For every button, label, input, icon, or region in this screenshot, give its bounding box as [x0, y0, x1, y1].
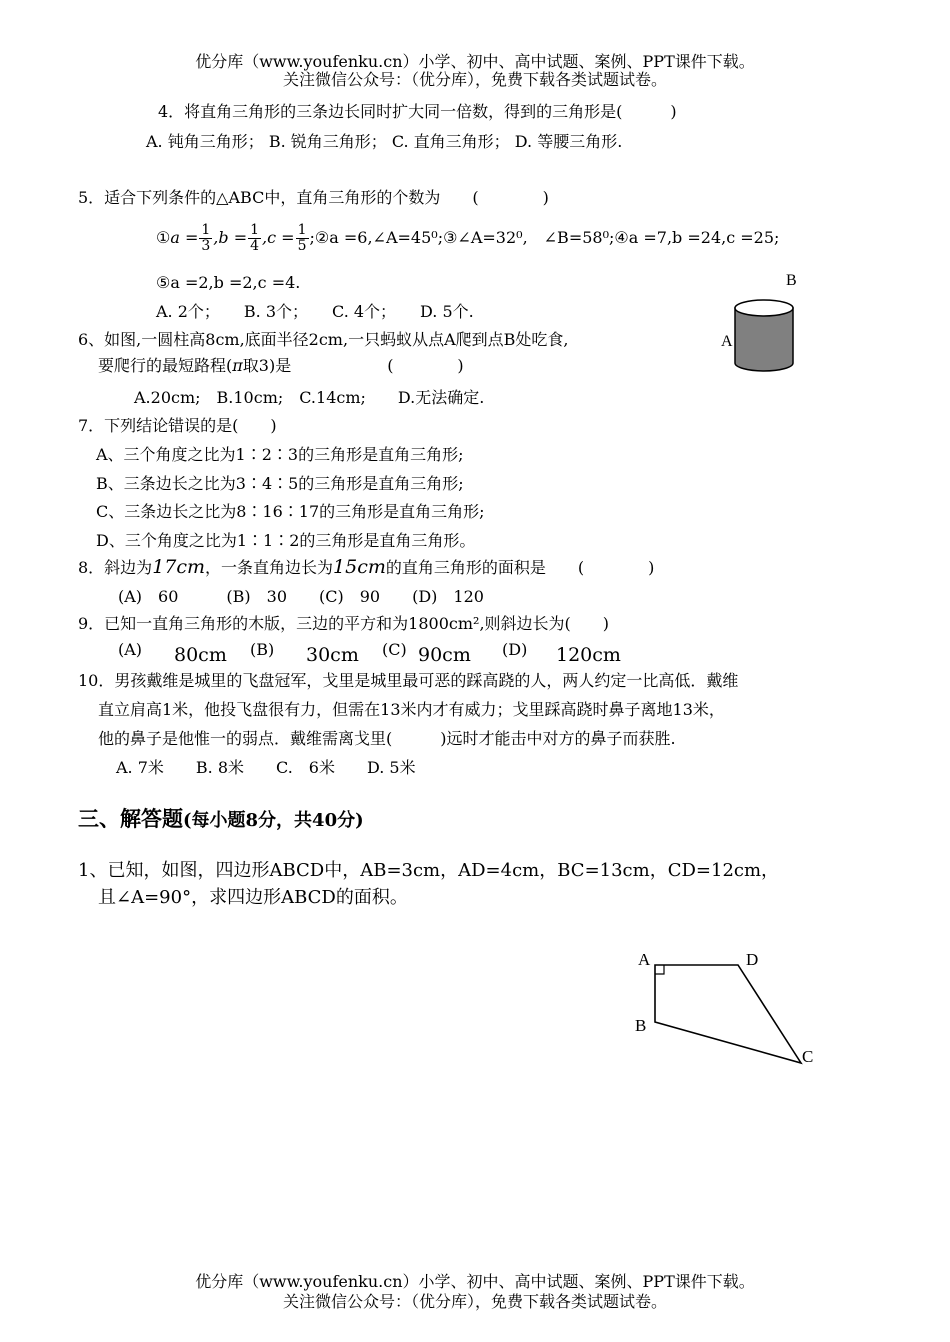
- q5-fraction-b: [248, 223, 261, 254]
- q5-fraction-b-num: 1: [250, 222, 260, 238]
- q5-stem: 5．适合下列条件的△ABC中，直角三角形的个数为 ( ): [78, 188, 549, 207]
- q9-opt-d-label: (D): [502, 640, 528, 659]
- header-line-2: 关注微信公众号：（优分库），免费下载各类试题试卷。: [282, 70, 667, 89]
- cylinder-top: [735, 300, 793, 316]
- q10-options: A. 7米 B. 8米 C. 6米 D. 5米: [116, 758, 416, 777]
- q9-opt-c: 90cm: [418, 644, 471, 666]
- q7-option-a: A、三个角度之比为1∶2∶3的三角形是直角三角形;: [96, 445, 464, 464]
- cylinder-body: [735, 308, 793, 371]
- q7-option-c: C、三条边长之比为8∶16∶17的三角形是直角三角形;: [96, 502, 485, 521]
- vertex-label-d: D: [746, 950, 759, 969]
- q5-b-eq: ,b =: [213, 228, 248, 247]
- q7-option-b: B、三条边长之比为3∶4∶5的三角形是直角三角形;: [96, 474, 464, 493]
- q7-stem: 7．下列结论错误的是( ): [78, 416, 277, 435]
- q9-opt-b-label: (B): [250, 640, 275, 659]
- footer-line-2: 关注微信公众号：（优分库），免费下载各类试题试卷。: [282, 1292, 667, 1311]
- q5-fraction-c: [296, 223, 309, 254]
- q10-line-1: 10．男孩戴维是城里的飞盘冠军，戈里是城里最可恶的踩高跷的人，两人约定一比高低．戴维: [78, 671, 739, 690]
- q5-circle-1: ①: [156, 228, 171, 247]
- q6-line-2b: 取3)是 ( ): [242, 356, 464, 375]
- q8-options: (A) 60 (B) 30 (C) 90 (D) 120: [118, 587, 484, 606]
- q4-options: A. 钝角三角形； B. 锐角三角形； C. 直角三角形； D. 等腰三角形.: [146, 132, 623, 151]
- vertex-label-b: B: [635, 1016, 647, 1035]
- q5-fraction-c-den: 5: [297, 238, 307, 254]
- q5-conditions-rest: ;②a =6,∠A=45⁰;③∠A=32⁰, ∠B=58⁰;④a =7,b =24,c =25;: [309, 228, 780, 247]
- q6-options: A.20cm; B.10cm; C.14cm; D.无法确定.: [134, 388, 485, 407]
- q9-opt-c-label: (C): [382, 640, 407, 659]
- vertex-label-c: C: [802, 1047, 814, 1066]
- q6-line-1: 6、如图,一圆柱高8cm,底面半径2cm,一只蚂蚁从点A爬到点B处吃食,: [78, 330, 569, 349]
- cylinder-label-b: B: [786, 272, 797, 289]
- q9-stem: 9．已知一直角三角形的木版，三边的平方和为1800cm²,则斜边长为( ): [78, 614, 610, 633]
- q5-a-eq: a =: [170, 228, 199, 247]
- section-3-title: 三、解答题: [78, 806, 183, 831]
- problem-1-line-1: 1、已知，如图，四边形ABCD中，AB=3cm，AD=4cm，BC=13cm，CD=12cm，: [78, 860, 780, 881]
- q5-fraction-a-den: 3: [201, 238, 211, 254]
- q6-pi: π: [232, 356, 243, 375]
- problem-1-line-2: 且∠A=90°，求四边形ABCD的面积。: [98, 887, 408, 908]
- q9-opt-a-label: (A): [118, 640, 143, 659]
- q5-fraction-a: [199, 223, 212, 254]
- q9-opt-a: 80cm: [174, 644, 227, 666]
- cylinder-figure: [715, 265, 835, 377]
- q9-opt-d: 120cm: [556, 644, 621, 666]
- q8-stem-b: ，一条直角边长为: [205, 558, 334, 577]
- header-line-1: 优分库（www.youfenku.cn）小学、初中、高中试题、案例、PPT课件下载。: [195, 52, 755, 71]
- q5-options: A. 2个； B. 3个； C. 4个； D. 5个.: [156, 302, 474, 321]
- cylinder-label-a: A: [721, 333, 733, 350]
- q8-length-2: 15cm: [333, 556, 386, 578]
- quadrilateral-abcd: [655, 965, 801, 1063]
- q4-stem: 4．将直角三角形的三条边长同时扩大同一倍数，得到的三角形是( ): [158, 102, 677, 121]
- q8-stem-c: 的直角三角形的面积是 ( ): [385, 558, 655, 577]
- q5-fraction-b-den: 4: [250, 238, 260, 254]
- q7-option-d: D、三个角度之比为1∶1∶2的三角形是直角三角形。: [96, 531, 476, 550]
- q5-conditions-line-1: [156, 218, 779, 258]
- section-3-heading: [78, 805, 364, 835]
- q5-fraction-c-num: 1: [297, 222, 307, 238]
- q8-stem: [78, 555, 654, 580]
- q6-line-2a: 要爬行的最短路程(: [98, 356, 233, 375]
- q6-line-2: [98, 356, 464, 376]
- section-3-note: (每小题8分，共40分): [183, 810, 364, 831]
- footer-line-1: 优分库（www.youfenku.cn）小学、初中、高中试题、案例、PPT课件下载。: [195, 1272, 755, 1291]
- q10-line-2: 直立肩高1米，他投飞盘很有力，但需在13米内才有威力；戈里踩高跷时鼻子离地13米，: [98, 700, 725, 719]
- q9-opt-b: 30cm: [306, 644, 359, 666]
- q8-stem-a: 8．斜边为: [78, 558, 153, 577]
- q5-fraction-a-num: 1: [201, 222, 211, 238]
- right-angle-mark: [655, 965, 664, 974]
- quadrilateral-figure: [625, 940, 825, 1075]
- q5-c-eq: ,c =: [262, 228, 295, 247]
- vertex-label-a: A: [638, 950, 651, 969]
- q5-conditions-line-2: ⑤a =2,b =2,c =4.: [156, 273, 301, 292]
- q8-length-1: 17cm: [152, 556, 206, 578]
- q10-line-3: 他的鼻子是他惟一的弱点．戴维需离戈里( )远时才能击中对方的鼻子而获胜.: [98, 729, 676, 748]
